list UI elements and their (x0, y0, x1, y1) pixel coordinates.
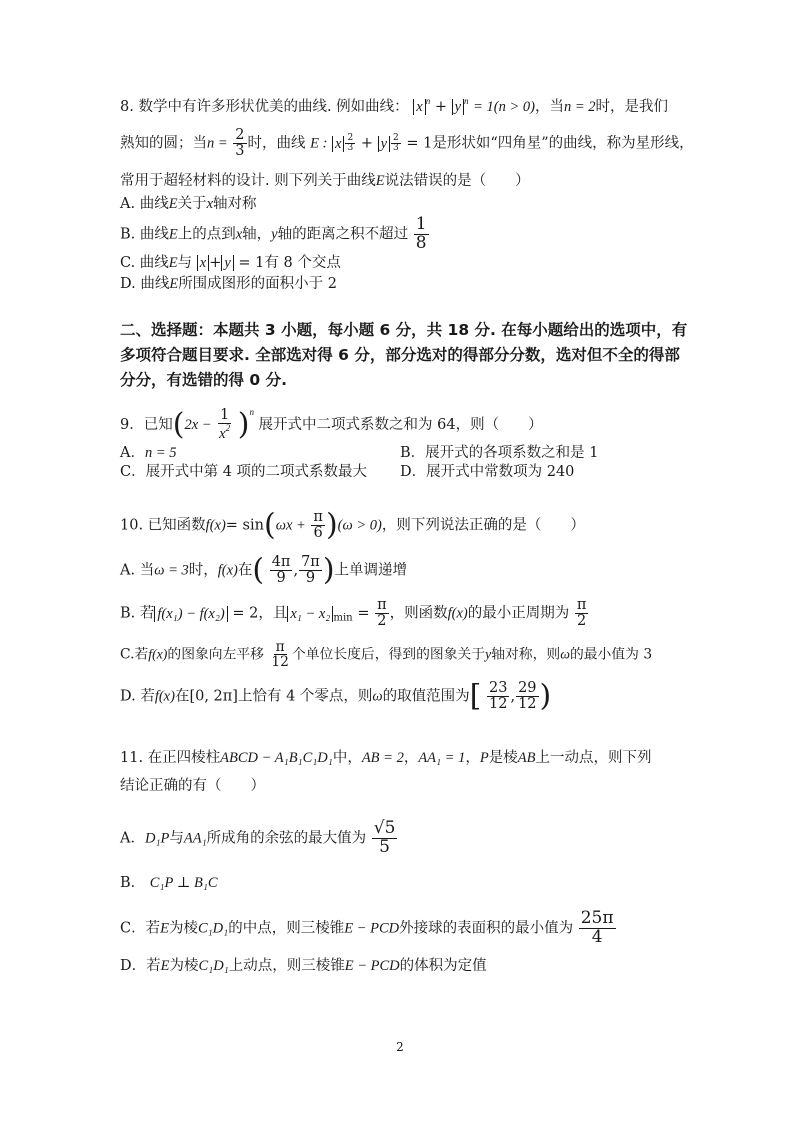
fraction-two-thirds: $\frac{2}{3}$ (235, 127, 245, 160)
q9-option-d: D．展开式中常数项为 240 (400, 464, 575, 480)
page-number: 2 (396, 1040, 404, 1054)
q9-options-row2 (120, 464, 690, 481)
q9-option-a: A．n = 5 (120, 445, 177, 461)
q9-option-b: B．展开式的各项系数之和是 1 (400, 445, 599, 461)
q11-option-d: D．若E为棱C₁D₁上动点，则三棱锥E − PCD的体积为定值 (120, 958, 487, 974)
q8-line2: 熟知的圆；当n = $\frac{2}{3}$ 时，曲线 E : x $\frac{2}{3}$ + y $\frac{2}{3}$ = 1是形状如“四角星”的曲线，称为星形线， (120, 127, 694, 160)
q11-option-c: C．若E为棱C₁D₁的中点，则三棱锥E − PCD外接球的表面积的最小值为 $\frac{25\pi}{4}$ (120, 908, 614, 947)
q10-line1: 10. 已知函数f(x)= sin(ωx + $\frac{\pi}{6}$ )(ω > 0)，则下列说法正确的是（ ） (120, 507, 585, 543)
fraction-one-eighth: $\frac{1}{8}$ (415, 214, 427, 253)
fraction-pi-over-6: $\frac{\pi}{6}$ (313, 509, 323, 542)
q8-option-c: C. 曲线E与 x + y = 1有 8 个交点 (120, 255, 341, 271)
q11-option-a: A．D₁P与AA₁所成角的余弦的最大值为 $\frac{√5}{5}$ (120, 818, 396, 857)
q9-options-row1 (120, 445, 690, 462)
q11-option-b: B． C₁P ⊥ B₁C (120, 875, 218, 891)
q9-line1: 9．已知(2x − $\frac{1}{x^2}$ )$^n$ 展开式中二项式系数之和为 64，则（ ） (120, 406, 543, 442)
q11-line2: 结论正确的有（ ） (120, 778, 265, 794)
q8-option-d: D. 曲线E所围成图形的面积小于 2 (120, 276, 338, 292)
q10-option-c: C.若f(x)的图象向左平移 $\frac{\pi}{12}$ 个单位长度后，得到的图象关于y轴对称，则ω的最小值为 3 (120, 639, 653, 671)
q8-option-b: B. 曲线E上的点到x轴，y轴的距离之积不超过 $\frac{1}{8}$ (120, 214, 427, 253)
q11-line1: 11. 在正四棱柱ABCD − A₁B₁C₁D₁中，AB = 2，AA₁ = 1，P是棱AB上一动点，则下列 (120, 750, 652, 766)
q8-line3: 常用于超轻材料的设计. 则下列关于曲线E说法错误的是（ ） (120, 173, 530, 189)
q10-option-a: A. 当ω = 3时，f(x)在( $\frac{4\pi}{9}$ , $\frac{7\pi}{9}$ )上单调递增 (120, 552, 408, 588)
q9-option-c: C．展开式中第 4 项的二项式系数最大 (120, 464, 368, 480)
section-header: 二、选择题：本题共 3 小题，每小题 6 分，共 18 分. 在每小题给出的选项中，有多项符合题目要求. 全部选对得 6 分，部分选对的得部分分数，选对但不全的得部分分，有选错的得 0 分. (120, 321, 688, 389)
q10-option-b: B. 若 f(x₁) − f(x₂) = 2，且 x₁ − x₂ $_{min}$ = $\frac{\pi}{2}$ ，则函数f(x)的最小正周期为 $\frac{\pi}{2}$ (120, 597, 587, 630)
q8-option-a: A. 曲线E关于x轴对称 (120, 196, 257, 212)
q8-line1: 8. 数学中有许多形状优美的曲线. 例如曲线： x $^n$ + y $^n$ = 1(n > 0)，当n = 2时，是我们 (120, 96, 669, 115)
fraction-one-over-x2: $\frac{1}{x^2}$ (219, 406, 231, 442)
q10-option-d: D. 若f(x)在[0, 2π]上恰有 4 个零点，则ω的取值范围为[ $\frac{23}{12}$ , $\frac{29}{12}$ ) (120, 678, 552, 714)
